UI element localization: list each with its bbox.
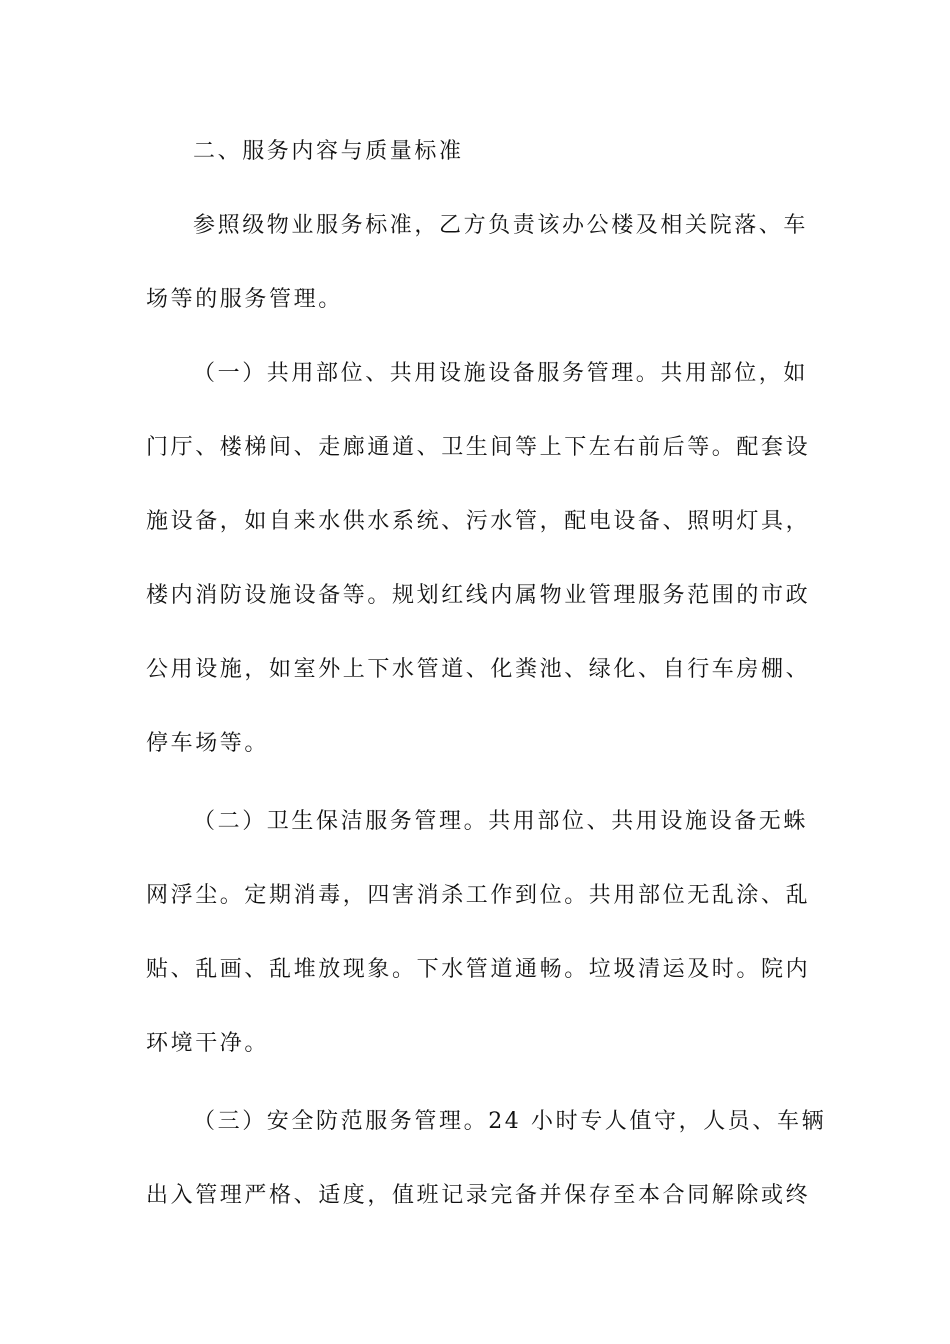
paragraph-line: 场等的服务管理。 (146, 287, 343, 312)
paragraph-line: 门厅、楼梯间、走廊通道、卫生间等上下左右前后等。配套设 (146, 435, 811, 460)
paragraph-line: 网浮尘。定期消毒，四害消杀工作到位。共用部位无乱涂、乱 (146, 883, 811, 908)
paragraph-line: 出入管理严格、适度，值班记录完备并保存至本合同解除或终 (146, 1183, 811, 1208)
paragraph-line: 贴、乱画、乱堆放现象。下水管道通畅。垃圾清运及时。院内 (146, 957, 811, 982)
paragraph-line: 停车场等。 (146, 731, 270, 756)
paragraph-line: （二）卫生保洁服务管理。共用部位、共用设施设备无蛛 (193, 809, 809, 834)
paragraph-line: 环境干净。 (146, 1031, 270, 1056)
paragraph-line: （三）安全防范服务管理。24 小时专人值守，人员、车辆 (193, 1109, 827, 1134)
paragraph-line: 楼内消防设施设备等。规划红线内属物业管理服务范围的市政 (146, 583, 811, 608)
paragraph-line: 施设备，如自来水供水系统、污水管，配电设备、照明灯具， (146, 509, 811, 534)
paragraph-line: 参照级物业服务标准，乙方负责该办公楼及相关院落、车 (193, 213, 809, 238)
paragraph-line: （一）共用部位、共用设施设备服务管理。共用部位，如 (193, 361, 809, 386)
section-heading: 二、服务内容与质量标准 (193, 139, 464, 164)
paragraph-line: 公用设施，如室外上下水管道、化粪池、绿化、自行车房棚、 (146, 657, 811, 682)
